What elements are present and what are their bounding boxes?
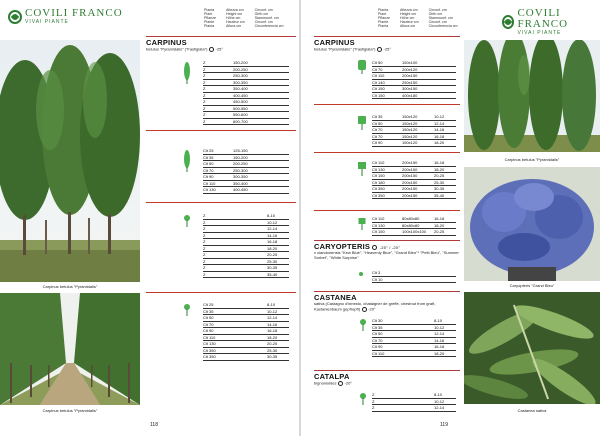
table-row [203, 187, 289, 194]
height-cell: 300x150 [402, 86, 418, 92]
pot-size-cell: Z [203, 60, 206, 66]
leaf-logo-icon [502, 15, 514, 29]
pot-size-cell: Clt 35 [372, 114, 383, 120]
pot-size-cell: Clt 50 [372, 60, 383, 66]
pot-size-cell: Z [203, 252, 206, 258]
pot-size-cell: Z [203, 226, 206, 232]
pot-size-cell: Z [203, 105, 206, 111]
pot-size-cell: Clt 35 [203, 154, 214, 160]
table-carpinus-left-a [203, 60, 289, 125]
height-cell: 200-250 [233, 66, 248, 72]
pot-size-cell: Clt 350 [203, 354, 216, 360]
standard-tree-icon [183, 304, 191, 316]
table-row [372, 405, 456, 412]
girth-cell: 10-12 [267, 308, 278, 314]
girth-cell: 18-20 [434, 140, 445, 146]
columnar-tree-icon [183, 150, 191, 172]
height-cell: 150-200 [233, 60, 248, 66]
brand-logo [502, 8, 600, 36]
divider [314, 152, 460, 153]
height-cell: 100x100x100 [402, 229, 427, 235]
hardiness-zone: -25° / -20° [379, 245, 400, 250]
pot-size-cell: Z [203, 239, 206, 245]
pot-size-cell: Z [372, 405, 375, 411]
height-cell: 80x80x80 [402, 216, 420, 222]
girth-cell: 8-10 [434, 318, 443, 324]
girth-cell: 18-20 [267, 245, 278, 251]
section-subtitle: betulus "Pyramidalis" ("Fastigiata") [314, 46, 376, 52]
pot-size-cell: Clt 35 [372, 324, 383, 330]
height-cell: 150-200 [233, 154, 248, 160]
table-carpinus-right-b [372, 114, 456, 147]
photo-carpinus-trees [0, 40, 140, 282]
girth-cell: 25-30 [267, 258, 278, 264]
pot-size-cell: Z [203, 232, 206, 238]
pot-size-cell: Z [203, 118, 206, 124]
table-row [372, 351, 456, 358]
pot-size-cell: Clt 70 [372, 127, 383, 133]
height-cell: 200x150 [402, 186, 418, 192]
table-catalpa [372, 392, 456, 412]
height-cell: 200x150 [402, 179, 418, 185]
height-cell: 200-250 [233, 161, 248, 167]
pot-size-cell: Z [203, 86, 206, 92]
girth-cell: 10-12 [434, 324, 445, 330]
girth-cell: 16-18 [434, 344, 445, 350]
pot-size-cell: Clt 70 [372, 133, 383, 139]
girth-cell: 20-25 [434, 173, 445, 179]
table-row [372, 140, 456, 147]
cube-head-icon [357, 218, 367, 230]
section-rule [146, 36, 296, 37]
pot-size-cell: Z [203, 66, 206, 72]
table-carpinus-right-c [372, 160, 456, 199]
girth-cell: 12-14 [434, 120, 445, 126]
table-row [372, 277, 456, 284]
section-rule [314, 370, 460, 371]
height-cell: 250x150 [402, 79, 418, 85]
height-cell: 450-500 [233, 99, 248, 105]
photo-carpinus-hedge [464, 40, 600, 152]
height-cell: 150x120 [402, 120, 418, 126]
height-cell: 400-450 [233, 187, 248, 193]
girth-cell: 14-16 [434, 337, 445, 343]
section-rule [314, 36, 460, 37]
legend-col-girth: Circonf. cm Girth cm Stammumf. cm Circonf. cm Circunferencia cm [254, 8, 284, 28]
divider [146, 292, 296, 293]
table-carpinus-left-d [203, 302, 289, 361]
brand-sub: VIVAI PIANTE [25, 19, 69, 25]
page-number: 118 [150, 422, 158, 428]
girth-cell: 18-20 [434, 350, 445, 356]
table-castanea [372, 318, 456, 357]
height-cell: 150x120 [402, 140, 418, 146]
girth-cell: 16-18 [267, 328, 278, 334]
pot-size-cell: Clt 130 [203, 187, 216, 193]
table-carpinus-right-d [372, 216, 456, 236]
pot-size-cell: Clt 140 [372, 79, 385, 85]
pot-size-cell: Clt 90 [372, 344, 383, 350]
pot-size-cell: Clt 25 [203, 148, 214, 154]
height-cell: 300-350 [233, 174, 248, 180]
girth-cell: 8-10 [434, 392, 443, 398]
pot-size-cell: Z [203, 99, 206, 105]
right-page [300, 0, 600, 436]
girth-cell: 12-14 [267, 315, 278, 321]
height-cell: 550-600 [233, 112, 248, 118]
divider [314, 210, 460, 211]
leaf-logo-icon [8, 10, 22, 24]
girth-cell: 18-20 [434, 166, 445, 172]
pot-size-cell: Z [203, 271, 206, 277]
photo-castanea [464, 292, 600, 404]
girth-cell: 25-30 [434, 179, 445, 185]
pot-size-cell: Clt 3 [372, 270, 381, 276]
height-cell: 500-550 [233, 105, 248, 111]
section-catalpa [314, 372, 460, 386]
section-carpinus-left [146, 38, 296, 52]
girth-cell: 18-20 [434, 222, 445, 228]
pot-size-cell: Clt 110 [203, 180, 216, 186]
standard-tree-icon [183, 215, 191, 227]
girth-cell: 14-16 [434, 127, 445, 133]
table-carpinus-left-b [203, 148, 289, 194]
height-cell: 250-300 [233, 167, 248, 173]
standard-tree-icon [359, 319, 367, 331]
height-cell: 400x180 [402, 92, 418, 98]
pot-size-cell: Clt 130 [203, 341, 216, 347]
height-cell: 80x80x80 [402, 222, 420, 228]
legend [378, 8, 458, 28]
height-cell: 150x120 [402, 127, 418, 133]
hardiness-zone-icon [338, 381, 343, 386]
pot-size-cell: Clt 50 [372, 331, 383, 337]
pot-size-cell: Clt 110 [372, 350, 385, 356]
pot-size-cell: Clt 150 [372, 92, 385, 98]
table-row [203, 272, 289, 279]
height-cell: 150x120 [402, 114, 418, 120]
section-title: CARPINUS [146, 38, 187, 47]
height-cell: 200x150 [402, 73, 418, 79]
pot-size-cell: Clt 90 [203, 328, 214, 334]
table-caryopteris [372, 270, 456, 283]
height-cell: 200x150 [402, 173, 418, 179]
pot-size-cell: Clt 110 [372, 160, 385, 166]
pot-size-cell: Clt 70 [372, 66, 383, 72]
pot-size-cell: Z [203, 79, 206, 85]
pot-size-cell: Clt 50 [372, 120, 383, 126]
photo-caption-1: Carpinus betulus "Pyramidalis" [42, 284, 98, 289]
height-cell: 250-300 [233, 73, 248, 79]
brand-name: COVILI FRANCO [25, 7, 123, 19]
pot-size-cell: Clt 70 [372, 337, 383, 343]
height-cell: 300-350 [233, 79, 248, 85]
divider [146, 130, 296, 131]
legend-col-girth: Circonf. cm Girth cm Stammumf. cm Circonf. cm Circunferencia cm [428, 8, 458, 28]
girth-cell: 20-25 [434, 229, 445, 235]
legend-col-height: Altezza cm Height cm Höhe cm Hauteur cm Altura cm [226, 8, 245, 28]
girth-cell: 8-10 [267, 302, 276, 308]
pot-size-cell: Clt 10 [372, 276, 383, 282]
table-row [372, 93, 456, 100]
hardiness-zone-icon [377, 47, 382, 52]
height-cell: 600-700 [233, 118, 248, 124]
divider [146, 202, 296, 203]
pot-size-cell: Clt 25 [203, 302, 214, 308]
hardiness-zone: -20° [344, 380, 352, 386]
section-caryopteris [314, 242, 460, 260]
pot-size-cell: Z [203, 258, 206, 264]
table-row [372, 193, 456, 200]
girth-cell: 14-16 [267, 321, 278, 327]
girth-cell: 12-14 [267, 226, 278, 232]
page-number: 119 [440, 422, 448, 428]
photo-caption-4: Caryopteris "Grand Bleu" [509, 283, 555, 288]
section-title: CARPINUS [314, 38, 355, 47]
pot-size-cell: Clt 150 [372, 229, 385, 235]
table-row [203, 354, 289, 361]
legend-col-height: Altezza cm Height cm Höhe cm Hauteur cm Altura cm [400, 8, 419, 28]
girth-cell: 18-20 [267, 334, 278, 340]
brand-sub: VIVAI PIANTE [517, 30, 562, 36]
pot-size-cell: Clt 90 [372, 140, 383, 146]
standard-tree-icon [359, 393, 367, 405]
table-carpinus-right-a [372, 60, 456, 99]
height-cell: 200x150 [402, 160, 418, 166]
hardiness-zone-icon [372, 245, 377, 250]
pot-size-cell: Clt 130 [372, 222, 385, 228]
legend-col-plant: Pianta Plant Pflanze Plante Planta [204, 8, 216, 28]
section-castanea [314, 293, 460, 312]
photo-caption-3: Carpinus betulus "Pyramidalis" [504, 157, 560, 162]
girth-cell: 30-35 [434, 186, 445, 192]
girth-cell: 16-18 [434, 216, 445, 222]
height-cell: 125-150 [233, 148, 248, 154]
girth-cell: 20-25 [267, 341, 278, 347]
section-subtitle: betulus "Pyramidalis" ("Fastigiata") [146, 46, 208, 52]
girth-cell: 20-25 [267, 252, 278, 258]
photo-carpinus-avenue [0, 293, 140, 405]
pot-size-cell: Clt 110 [372, 216, 385, 222]
height-cell: 200x150 [402, 192, 418, 198]
table-carpinus-left-c [203, 213, 289, 278]
section-subtitle: sativa (Castagno d'innesto, chataigner de greffe, chestnut from graft, Kastanienbaum gepfropft) [314, 301, 436, 312]
height-cell: 200x150 [402, 166, 418, 172]
height-cell: 350-400 [233, 86, 248, 92]
brand-logo [8, 8, 123, 25]
height-cell: 350-400 [233, 180, 248, 186]
pot-size-cell: Z [203, 219, 206, 225]
girth-cell: 16-18 [434, 133, 445, 139]
girth-cell: 10-12 [434, 398, 445, 404]
pot-size-cell: Clt 150 [372, 86, 385, 92]
section-rule [314, 291, 460, 292]
height-cell: 150x120 [402, 133, 418, 139]
height-cell: 150x100 [402, 60, 418, 66]
pot-size-cell: Z [203, 92, 206, 98]
section-rule [314, 240, 460, 241]
pot-size-cell: Z [203, 265, 206, 271]
pot-size-cell: Clt 350 [203, 347, 216, 353]
pot-size-cell: Z [372, 398, 375, 404]
girth-cell: 12-14 [434, 331, 445, 337]
pot-size-cell: Z [203, 73, 206, 79]
section-title: CATALPA [314, 372, 350, 381]
espalier-icon [357, 116, 367, 130]
hedge-block-icon [357, 60, 367, 74]
pot-size-cell: Clt 130 [372, 166, 385, 172]
height-cell: 400-450 [233, 92, 248, 98]
section-title: CARYOPTERIS [314, 242, 371, 251]
pot-size-cell: Clt 90 [203, 174, 214, 180]
pot-size-cell: Clt 150 [372, 173, 385, 179]
girth-cell: 14-16 [267, 232, 278, 238]
hardiness-zone: -25° [383, 46, 391, 52]
divider [314, 104, 460, 105]
table-row [203, 119, 289, 126]
pot-size-cell: Clt 35 [203, 308, 214, 314]
photo-caption-2: Carpinus betulus "Pyramidalis" [42, 408, 98, 413]
pot-size-cell: Z [372, 392, 375, 398]
hardiness-zone-icon [362, 307, 367, 312]
legend-col-plant: Pianta Plant Pflanze Plante Planta [378, 8, 390, 28]
box-head-icon [357, 162, 367, 176]
girth-cell: 25-30 [267, 347, 278, 353]
girth-cell: 8-10 [267, 213, 276, 219]
height-cell: 200x120 [402, 66, 418, 72]
girth-cell: 10-12 [434, 114, 445, 120]
pot-size-cell: Clt 70 [203, 167, 214, 173]
girth-cell: 10-12 [267, 219, 278, 225]
girth-cell: 35-40 [434, 192, 445, 198]
legend [204, 8, 284, 28]
girth-cell: 16-18 [434, 160, 445, 166]
section-subtitle: bignonioides [314, 380, 337, 386]
girth-cell: 16-18 [267, 239, 278, 245]
brand-name: COVILI FRANCO [517, 7, 569, 30]
pot-size-cell: Clt 70 [203, 321, 214, 327]
photo-caryopteris [464, 167, 600, 281]
girth-cell: 30-35 [267, 265, 278, 271]
photo-caption-5: Castanea sativa [517, 408, 547, 413]
pot-size-cell: Clt 350 [372, 192, 385, 198]
pot-size-cell: Clt 350 [372, 186, 385, 192]
girth-cell: 30-35 [267, 354, 278, 360]
table-row [372, 229, 456, 236]
pot-size-cell: Z [203, 245, 206, 251]
girth-cell: 35-40 [267, 271, 278, 277]
pot-size-cell: Clt 30 [372, 318, 383, 324]
section-carpinus-right [314, 38, 460, 52]
hardiness-zone: -20° [368, 306, 376, 312]
pot-size-cell: Clt 180 [372, 179, 385, 185]
hardiness-zone-icon [209, 47, 214, 52]
pot-size-cell: Clt 50 [203, 315, 214, 321]
section-title: CASTANEA [314, 293, 357, 302]
section-subtitle: x clandonensis "Kew Blue", "Heavenly Blue", "Grand Bleu"* "Petit Bleu", "Summer Sorbet", "White Surprise" [314, 250, 459, 260]
columnar-tree-icon [183, 62, 191, 84]
shrub-icon [359, 272, 363, 276]
pot-size-cell: Z [203, 112, 206, 118]
pot-size-cell: Clt 110 [372, 73, 385, 79]
pot-size-cell: Clt 110 [203, 334, 216, 340]
pot-size-cell: Clt 50 [203, 161, 214, 167]
hardiness-zone: -25° [215, 46, 223, 52]
girth-cell: 12-14 [434, 405, 445, 411]
pot-size-cell: Z [203, 213, 206, 219]
